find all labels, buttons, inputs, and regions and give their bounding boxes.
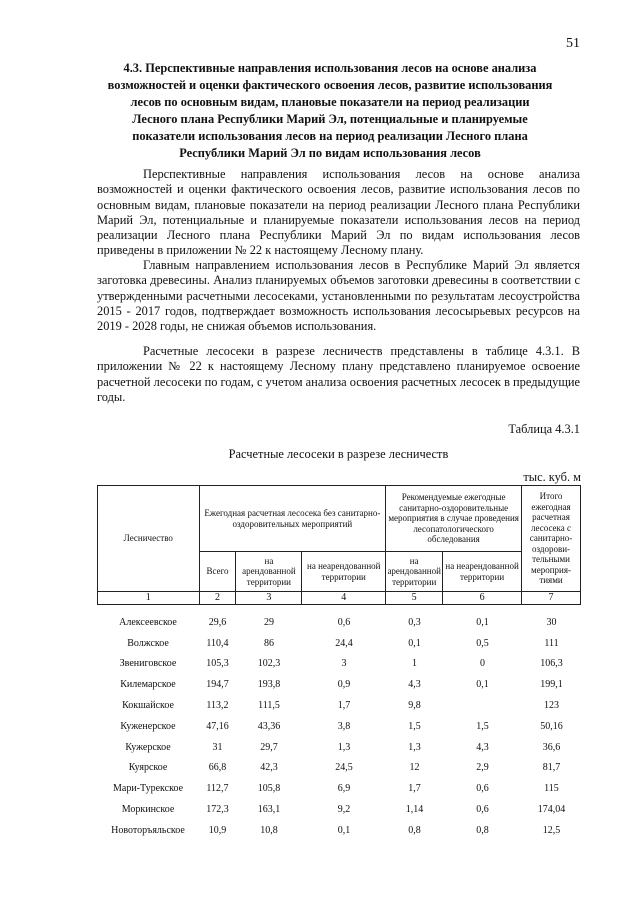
cell-unleased: 1,7 bbox=[337, 700, 351, 712]
table-row bbox=[97, 820, 581, 841]
column-number: 2 bbox=[199, 592, 236, 605]
cell-unleased: 9,2 bbox=[337, 804, 351, 816]
cell-total-with-sanitary: 50,16 bbox=[540, 720, 563, 732]
cell-leased: 163,1 bbox=[257, 804, 281, 816]
cell-recommended-unleased: 4,3 bbox=[476, 741, 489, 753]
cell-total-with-sanitary: 81,7 bbox=[542, 762, 561, 774]
table-row bbox=[97, 633, 581, 654]
cell-total: 29,6 bbox=[208, 616, 227, 628]
cell-forestry-name: Алексеевское bbox=[119, 616, 177, 628]
cell-total-with-sanitary: 115 bbox=[544, 783, 559, 795]
cell-recommended-unleased: 0 bbox=[480, 658, 485, 670]
cell-recommended-unleased: 0,1 bbox=[476, 679, 489, 691]
cell-total-with-sanitary: 111 bbox=[544, 637, 559, 649]
page-number: 51 bbox=[566, 36, 580, 51]
table-caption: Таблица 4.3.1 bbox=[508, 422, 580, 436]
heading-line: Республики Марий Эл по видам использования лесов bbox=[179, 146, 481, 160]
cell-recommended-unleased: 2,9 bbox=[476, 762, 489, 774]
cell-leased: 111,5 bbox=[258, 700, 280, 712]
cell-total: 172,3 bbox=[206, 804, 229, 816]
cell-forestry-name: Мари-Турекское bbox=[112, 783, 184, 795]
cell-forestry-name: Кужерское bbox=[125, 741, 171, 753]
cell-leased: 86 bbox=[264, 637, 274, 649]
table-row bbox=[97, 758, 581, 779]
cell-forestry-name: Моркинское bbox=[121, 804, 175, 816]
cell-unleased: 0,9 bbox=[337, 679, 351, 691]
cell-total-with-sanitary: 199,1 bbox=[540, 679, 563, 691]
table-row bbox=[97, 778, 581, 799]
cell-leased: 29 bbox=[264, 616, 274, 628]
cell-recommended-unleased: 0,6 bbox=[476, 804, 489, 816]
cell-recommended-leased: 1,14 bbox=[405, 804, 424, 816]
column-number: 6 bbox=[443, 592, 522, 605]
table-header bbox=[97, 485, 581, 605]
cell-forestry-name: Новоторъяльское bbox=[111, 824, 185, 836]
cell-recommended-unleased: 1,5 bbox=[476, 720, 489, 732]
cell-recommended-leased: 0,3 bbox=[408, 616, 421, 628]
cell-unleased: 6,9 bbox=[337, 783, 351, 795]
forestry-table bbox=[97, 612, 581, 841]
cell-recommended-leased: 4,3 bbox=[408, 679, 421, 691]
table-row bbox=[97, 674, 581, 695]
heading-line: возможностей и оценки фактического освоения лесов, развитие использования bbox=[107, 78, 553, 92]
column-number: 3 bbox=[236, 592, 302, 605]
header-leased-2: на арендованной территории bbox=[386, 552, 443, 592]
cell-recommended-leased: 1,5 bbox=[408, 720, 421, 732]
table-row bbox=[97, 695, 581, 716]
cell-leased: 193,8 bbox=[257, 679, 281, 691]
cell-leased: 10,8 bbox=[260, 824, 278, 836]
header-leased: на арендованной территории bbox=[236, 552, 302, 592]
cell-recommended-leased: 12 bbox=[409, 762, 420, 774]
cell-forestry-name: Кокшайское bbox=[122, 700, 174, 712]
cell-total: 31 bbox=[212, 741, 223, 753]
cell-forestry-name: Килемарское bbox=[120, 679, 176, 691]
cell-unleased: 0,6 bbox=[337, 616, 351, 628]
table-row bbox=[97, 799, 581, 820]
cell-forestry-name: Куярское bbox=[128, 762, 168, 774]
header-total: Всего bbox=[199, 552, 236, 592]
cell-recommended-unleased bbox=[443, 695, 522, 716]
paragraph-3 bbox=[97, 344, 580, 405]
paragraph-text: Расчетные лесосеки в разрезе лесничеств представлены в таблице 4.3.1. В приложении № 22 к настоящему Лесному плану представлено планируемое освоение расчетной лесосеки по годам, с учетом анализа освоения расчетных лесосек в предыдущие годы. bbox=[97, 344, 580, 404]
heading-line: лесов по основным видам, плановые показатели на период реализации bbox=[130, 95, 530, 109]
column-number: 5 bbox=[386, 592, 443, 605]
header-unleased: на неарендованной территории bbox=[302, 552, 386, 592]
cell-leased: 102,3 bbox=[257, 658, 281, 670]
cell-forestry-name: Звениговское bbox=[119, 658, 177, 670]
cell-total: 47,16 bbox=[206, 720, 229, 732]
column-number: 7 bbox=[522, 592, 581, 605]
cell-total-with-sanitary: 36,6 bbox=[542, 741, 561, 753]
paragraph-2 bbox=[97, 258, 580, 334]
header-unleased-2: на неарендованной территории bbox=[443, 552, 522, 592]
cell-recommended-leased: 1,3 bbox=[408, 741, 421, 753]
cell-forestry-name: Куженерское bbox=[120, 720, 176, 732]
header-recommended-group: Рекомендуемые ежегодные санитарно-оздоровительные мероприятия в случае проведения лесопатологического обследования bbox=[386, 486, 522, 552]
cell-recommended-leased: 0,1 bbox=[408, 637, 421, 649]
cell-total-with-sanitary: 123 bbox=[544, 700, 559, 712]
cell-total-with-sanitary: 30 bbox=[546, 616, 557, 628]
paragraph-text: Перспективные направления использования лесов на основе анализа возможностей и оценки фактического освоения лесов, развитие использования лесов по основным видам, плановые показатели на период реализации Лесного плана Республики Марий Эл, потенциальные и планируемые показатели использования лесов на период реализации Лесного плана Республики Марий Эл по видам использования лесов приведены в приложении № 22 к настоящему Лесному плану. bbox=[97, 167, 580, 258]
cell-recommended-unleased: 0,8 bbox=[476, 824, 489, 836]
cell-leased: 42,3 bbox=[260, 762, 278, 774]
cell-recommended-leased: 0,8 bbox=[408, 824, 421, 836]
cell-forestry-name: Волжское bbox=[127, 637, 169, 649]
cell-total: 112,7 bbox=[206, 783, 229, 795]
cell-total-with-sanitary: 12,5 bbox=[542, 824, 561, 836]
cell-total: 66,8 bbox=[208, 762, 227, 774]
cell-recommended-leased: 9,8 bbox=[408, 700, 421, 712]
cell-leased: 29,7 bbox=[260, 741, 278, 753]
cell-total: 10,9 bbox=[208, 824, 227, 836]
table-units: тыс. куб. м bbox=[523, 470, 581, 484]
heading-line: 4.3. Перспективные направления использования лесов на основе анализа bbox=[123, 61, 537, 75]
cell-total-with-sanitary: 106,3 bbox=[540, 658, 563, 670]
table-row bbox=[97, 654, 581, 675]
cell-total: 113,2 bbox=[206, 700, 229, 712]
column-number: 1 bbox=[98, 592, 200, 605]
column-number: 4 bbox=[302, 592, 386, 605]
table-title: Расчетные лесосеки в разрезе лесничеств bbox=[228, 447, 449, 461]
heading-line: показатели использования лесов на период реализации Лесного плана bbox=[132, 129, 528, 143]
cell-unleased: 3 bbox=[341, 658, 347, 670]
cell-recommended-unleased: 0,5 bbox=[476, 637, 489, 649]
cell-recommended-leased: 1,7 bbox=[408, 783, 421, 795]
table-row bbox=[97, 716, 581, 737]
cell-leased: 105,8 bbox=[257, 783, 281, 795]
section-heading bbox=[80, 60, 580, 162]
cell-unleased: 24,5 bbox=[335, 762, 353, 774]
cell-total: 194,7 bbox=[206, 679, 229, 691]
paragraph-text: Главным направлением использования лесов в Республике Марий Эл является заготовка древесины. Анализ планируемых объемов заготовки древесины в соответствии с утвержденными расчетными лесосеками, установленными по результатам лесоустройства 2015 - 2017 годов, подтверждает возможность использования лесосырьевых ресурсов на 2019 - 2028 годы, не снижая объемов использования. bbox=[97, 258, 580, 334]
cell-unleased: 1,3 bbox=[337, 741, 351, 753]
cell-total: 110,4 bbox=[206, 637, 229, 649]
cell-recommended-unleased: 0,1 bbox=[476, 616, 489, 628]
cell-total-with-sanitary: 174,04 bbox=[537, 804, 566, 816]
cell-total: 105,3 bbox=[206, 658, 229, 670]
table-row bbox=[97, 612, 581, 633]
cell-leased: 43,36 bbox=[257, 720, 281, 732]
cell-recommended-leased: 1 bbox=[412, 658, 417, 670]
heading-line: Лесного плана Республики Марий Эл, потенциальные и планируемые bbox=[132, 112, 528, 126]
header-annual-group: Ежегодная расчетная лесосека без санитарно-оздоровительных мероприятий bbox=[199, 486, 386, 552]
cell-unleased: 3,8 bbox=[337, 720, 351, 732]
header-forestry: Лесничество bbox=[98, 486, 200, 592]
table-row bbox=[97, 737, 581, 758]
cell-recommended-unleased: 0,6 bbox=[476, 783, 489, 795]
cell-unleased: 24,4 bbox=[335, 637, 353, 649]
cell-unleased: 0,1 bbox=[337, 824, 351, 836]
paragraph-1 bbox=[97, 167, 580, 259]
header-total-with-sanitary: Итого ежегодная расчетная лесосека с санитарно-оздорови-тельными мероприя-тиями bbox=[522, 486, 581, 592]
